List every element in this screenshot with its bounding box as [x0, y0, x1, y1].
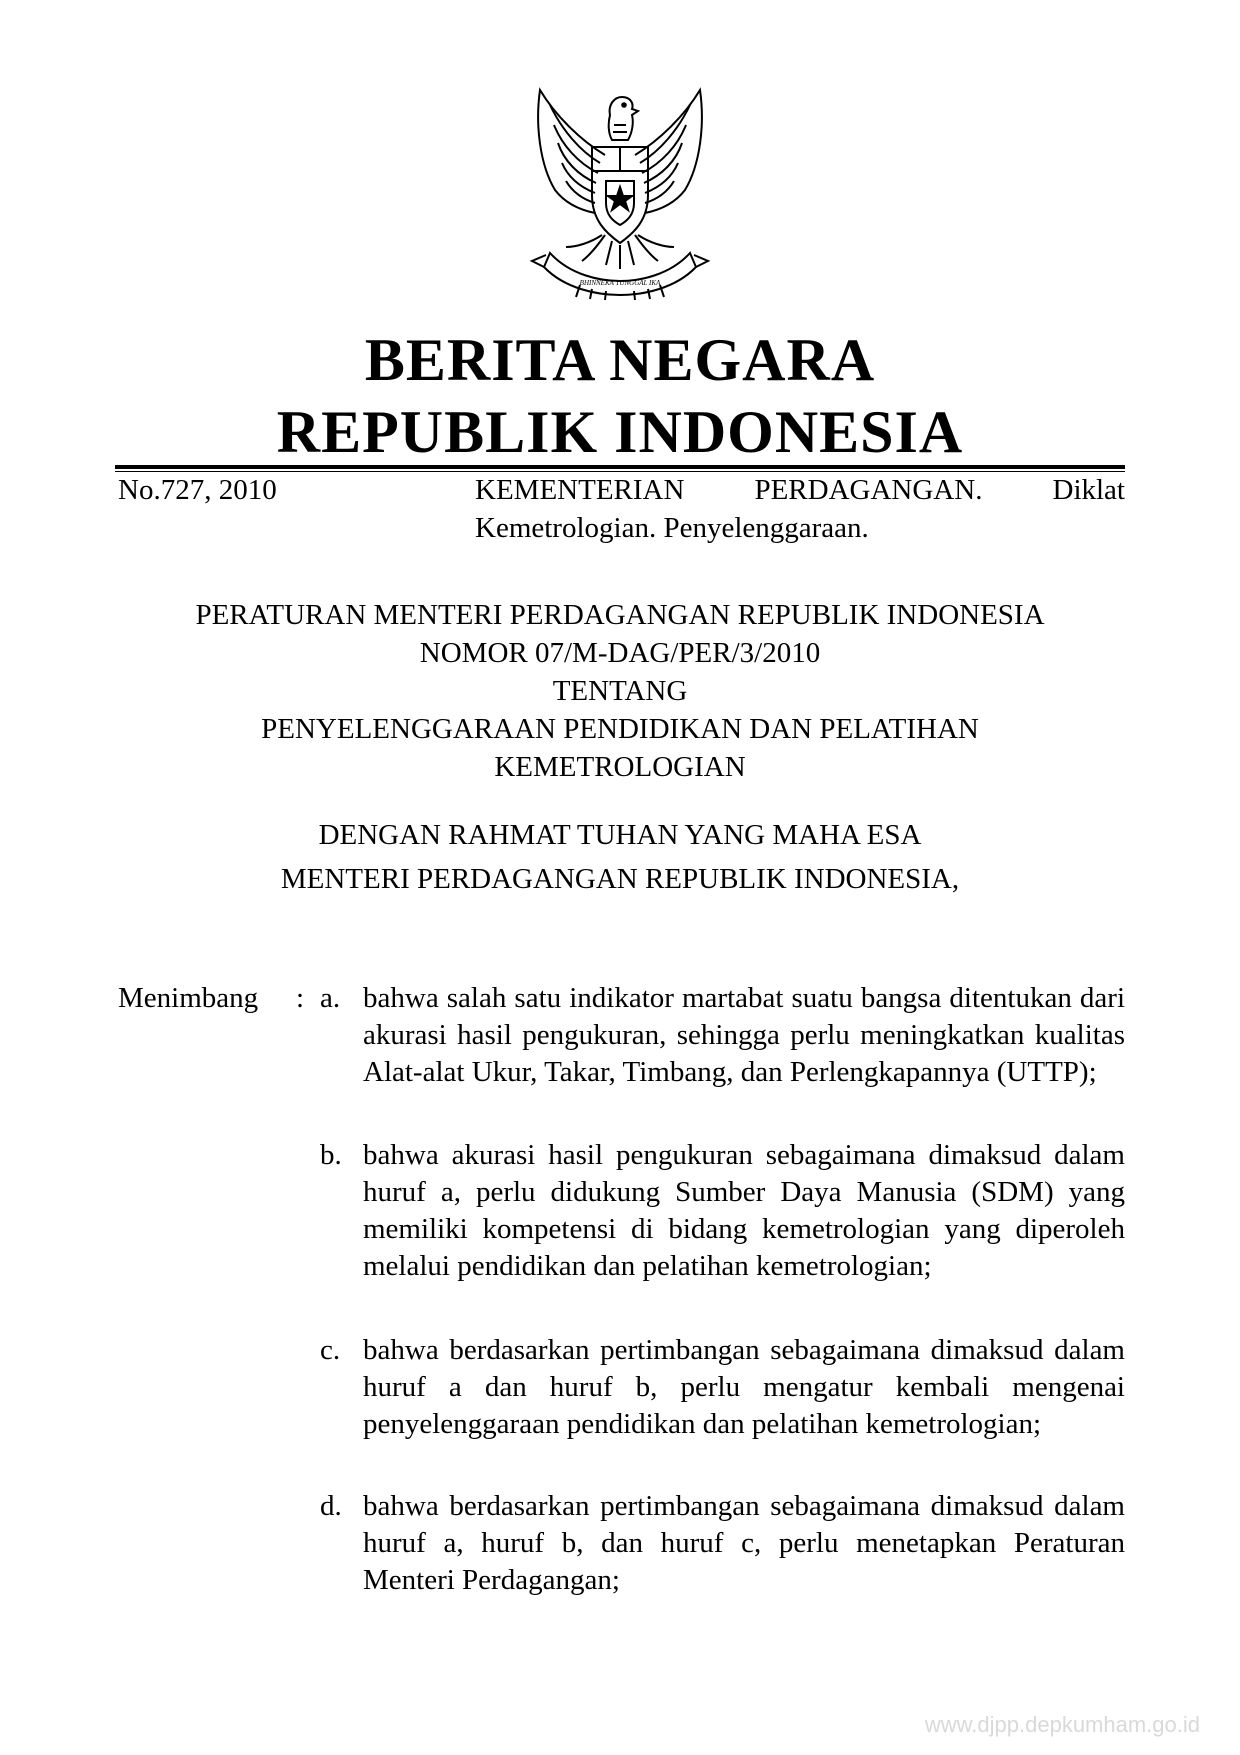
considering-item — [320, 980, 1125, 1091]
item-text: bahwa berdasarkan pertimbangan sebagaimana dimaksud dalam huruf a dan huruf b, perlu mengatur kembali mengenai penyelenggaraan pendidikan dan pelatihan kemetrologian; — [363, 1334, 1125, 1440]
item-marker: d. — [320, 1490, 342, 1522]
regulation-heading — [0, 596, 1240, 786]
opening-line1: DENGAN RAHMAT TUHAN YANG MAHA ESA — [318, 819, 922, 851]
item-text: bahwa salah satu indikator martabat suatu bangsa ditentukan dari akurasi hasil pengukuran, sehingga perlu meningkatkan kualitas Alat-alat Ukur, Takar, Timbang, dan Perlengkapannya (UTTP); — [363, 982, 1125, 1088]
item-marker: c. — [320, 1334, 341, 1366]
considering-item — [320, 1137, 1125, 1285]
regulation-about: TENTANG — [552, 675, 688, 707]
regulation-title: PERATURAN MENTERI PERDAGANGAN REPUBLIK INDONESIA — [195, 599, 1045, 631]
masthead-rule-thick — [115, 465, 1125, 469]
emblem-motto: BHINNEKA TUNGGAL IKA — [579, 279, 661, 287]
considering-label: Menimbang — [118, 982, 259, 1014]
watermark-url: www.djpp.depkumham.go.id — [924, 1712, 1200, 1737]
item-text: bahwa berdasarkan pertimbangan sebagaimana dimaksud dalam huruf a, huruf b, dan huruf c, perlu menetapkan Peraturan Menteri Perdagangan; — [363, 1490, 1125, 1596]
masthead-title-line2: REPUBLIK INDONESIA — [276, 399, 964, 465]
issue-subject-word: PERDAGANGAN. — [754, 474, 983, 506]
issue-number: No.727, 2010 — [118, 474, 277, 506]
regulation-subject-line2: KEMETROLOGIAN — [494, 751, 746, 783]
considering-item — [320, 1332, 1125, 1443]
opening-line2: MENTERI PERDAGANGAN REPUBLIK INDONESIA, — [280, 863, 960, 895]
issue-subject-line1 — [475, 471, 1125, 509]
garuda-pancasila-emblem — [510, 85, 730, 300]
issue-subject — [475, 471, 1125, 547]
issue-subject-line2: Kemetrologian. Penyelenggaraan. — [475, 512, 869, 544]
masthead-title-line1: BERITA NEGARA — [364, 327, 876, 393]
issue-subject-word: Diklat — [1052, 474, 1125, 506]
regulation-subject-line1: PENYELENGGARAAN PENDIDIKAN DAN PELATIHAN — [261, 713, 979, 745]
considering-colon: : — [296, 982, 305, 1014]
item-marker: b. — [320, 1139, 342, 1171]
item-text: bahwa akurasi hasil pengukuran sebagaimana dimaksud dalam huruf a, perlu didukung Sumber Daya Manusia (SDM) yang memiliki kompetensi di bidang kemetrologian yang diperoleh melalui pendidikan dan pelatihan kemetrologian; — [363, 1139, 1125, 1282]
regulation-number: NOMOR 07/M-DAG/PER/3/2010 — [419, 637, 821, 669]
issue-subject-word: KEMENTERIAN — [475, 474, 685, 506]
opening-formula — [0, 816, 1240, 898]
item-marker: a. — [320, 982, 341, 1014]
considering-item — [320, 1488, 1125, 1599]
